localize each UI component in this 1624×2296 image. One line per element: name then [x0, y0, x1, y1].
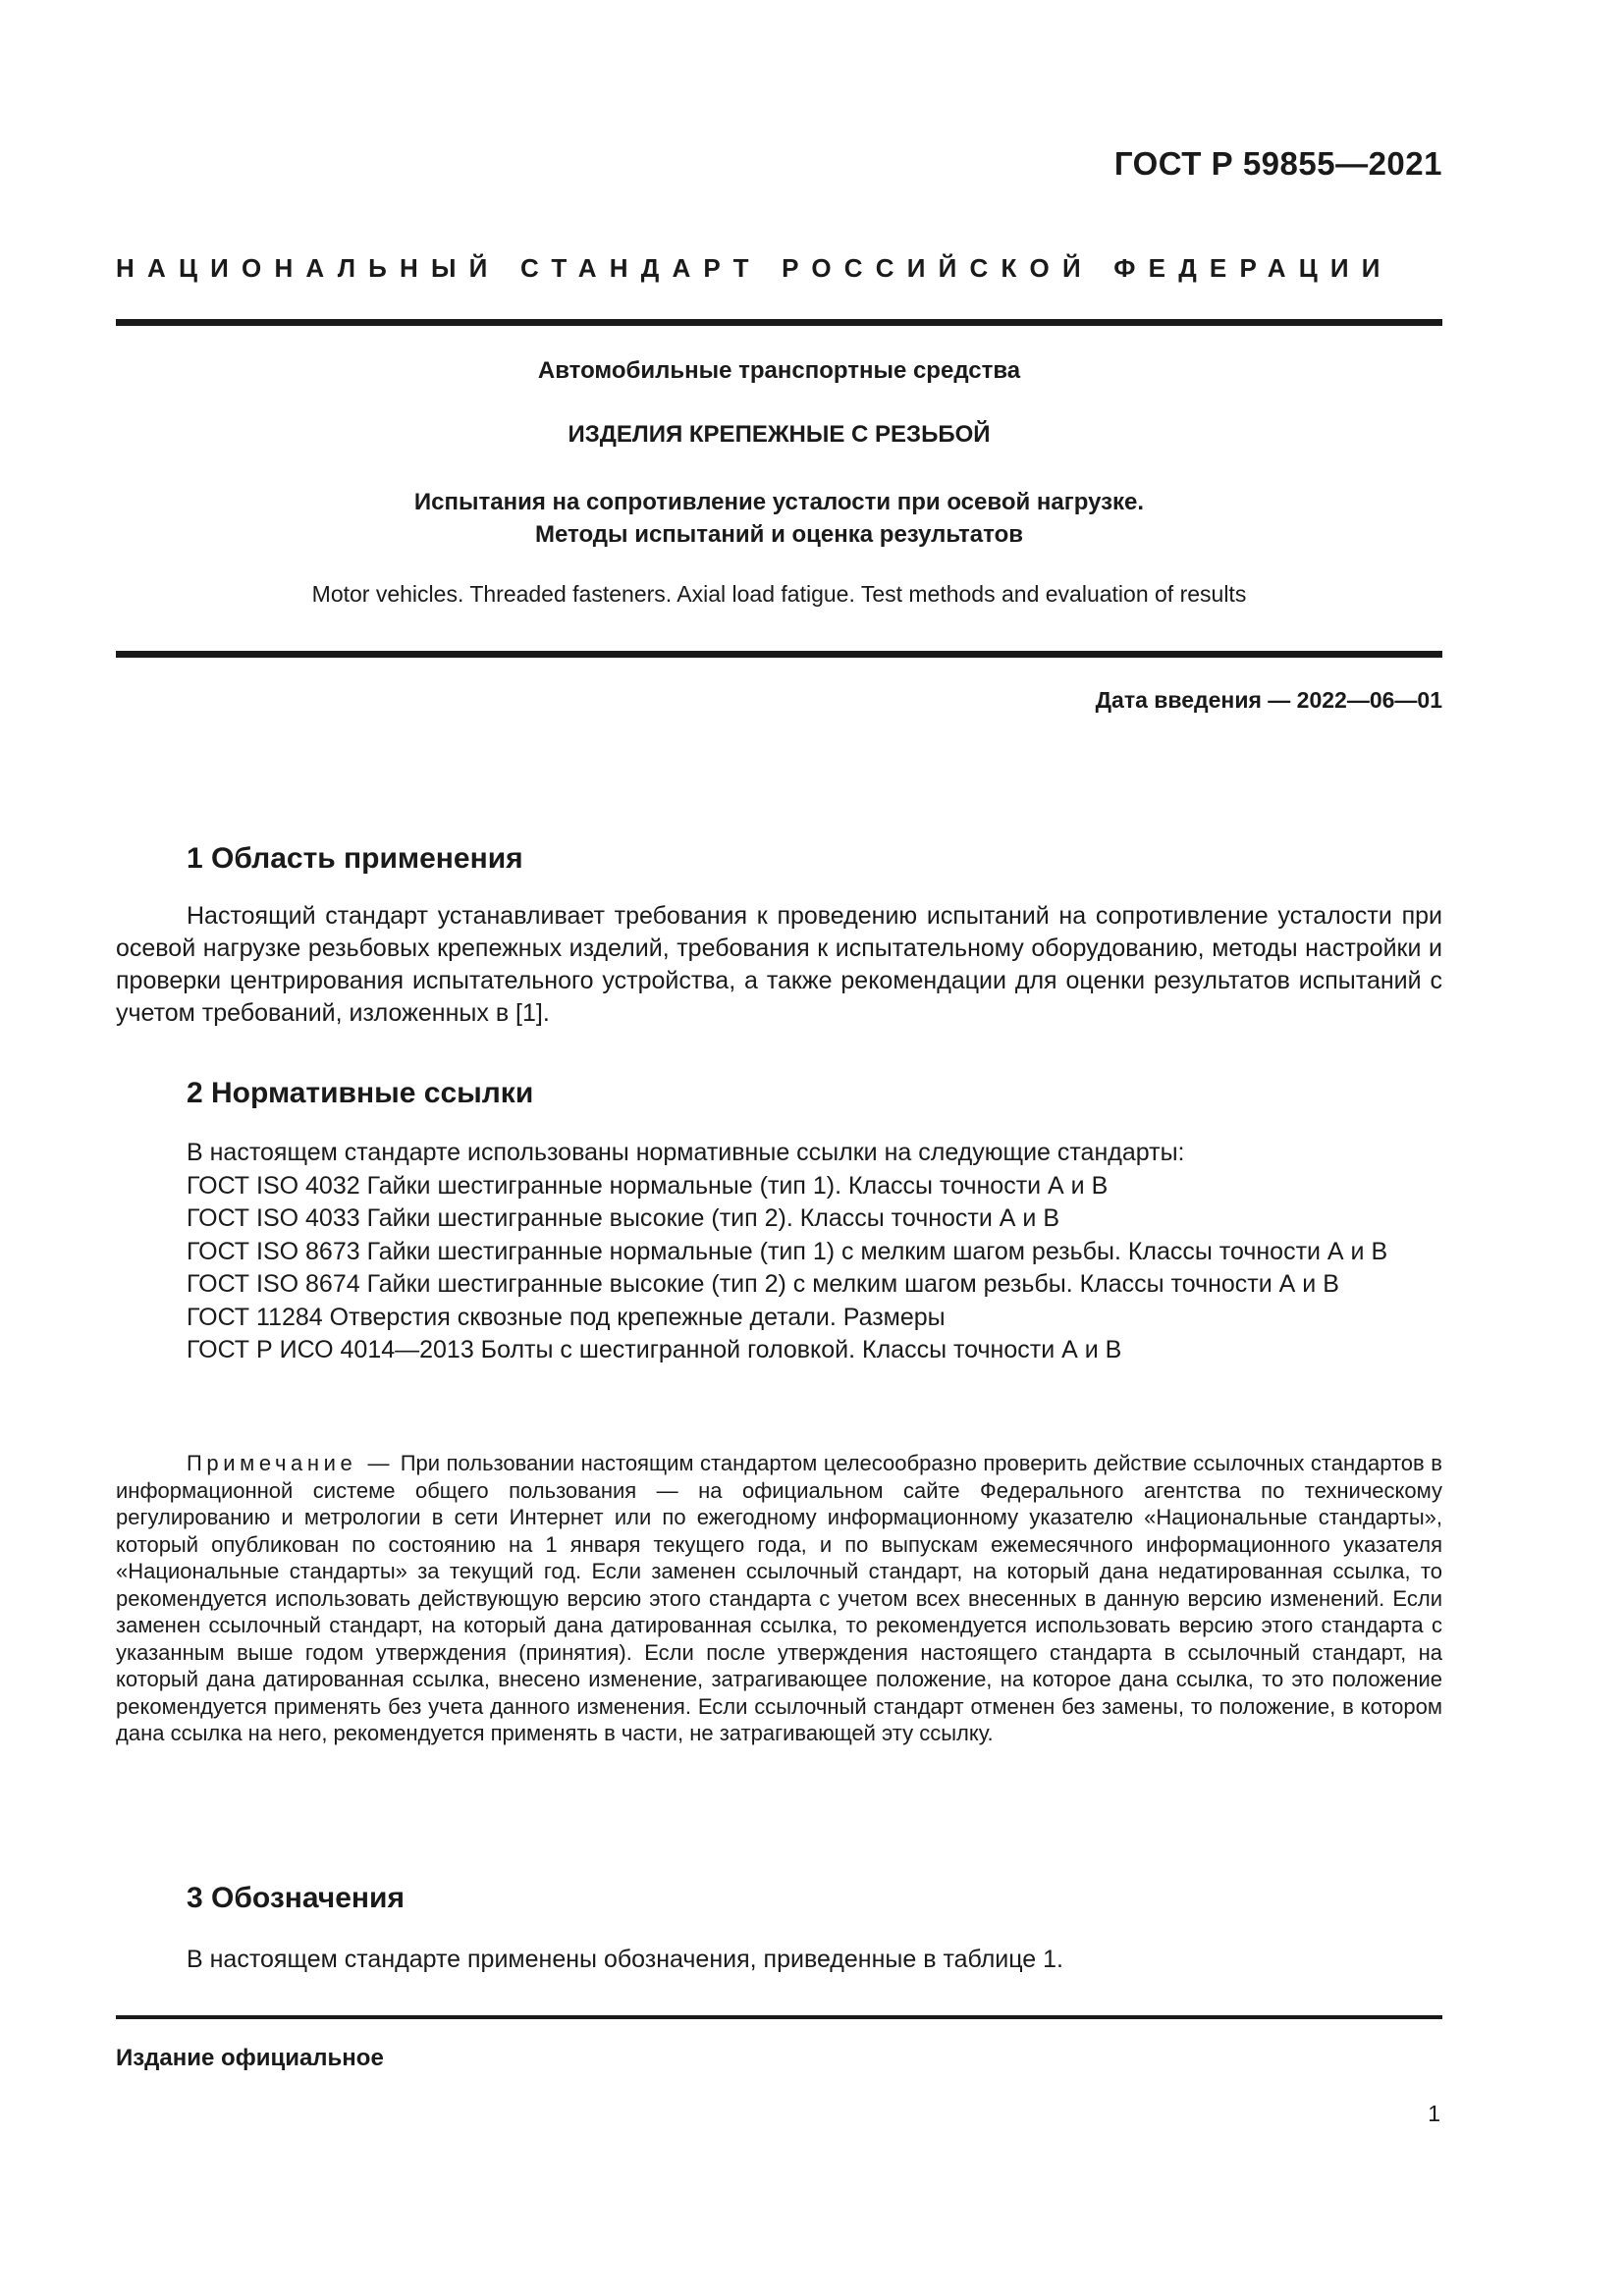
scope-paragraph: Настоящий стандарт устанавливает требования к проведению испытаний на сопротивление усталости при осевой нагрузке резьбовых крепежных изделий, требования к испытательному оборудованию, методы настройки и проверки центрирования испытательного устройства, а также рекомендации для оценки результатов испытаний с учетом требований, изложенных в [1]. [116, 902, 1442, 1027]
section-2-heading: 2 Нормативные ссылки [187, 1077, 534, 1109]
national-standard-banner: НАЦИОНАЛЬНЫЙ СТАНДАРТ РОССИЙСКОЙ ФЕДЕРАЦИИ [116, 253, 1393, 283]
reference-item: ГОСТ ISO 8673 Гайки шестигранные нормальные (тип 1) с мелким шагом резьбы. Классы точности А и В [187, 1237, 1388, 1265]
section-3-heading: 3 Обозначения [187, 1882, 405, 1914]
title-test-line-2: Методы испытаний и оценка результатов [535, 521, 1023, 548]
reference-item: ГОСТ 11284 Отверстия сквозные под крепежные детали. Размеры [187, 1303, 946, 1331]
references-intro: В настоящем стандарте использованы нормативные ссылки на следующие стандарты: [187, 1139, 1185, 1166]
footer-rule [116, 2015, 1442, 2019]
note-text: При пользовании настоящим стандартом целесообразно проверить действие ссылочных стандартов в информационной системе общего пользования — на официальном сайте Федерального агентства по техническому регулированию и метрологии в сети Интернет или по ежегодному информационному указателю «Национальные стандарты», который опубликован по состоянию на 1 января текущего года, и по выпускам ежемесячного информационного указателя «Национальные стандарты» за текущий год. Если заменен ссылочный стандарт, на который дана недатированная ссылка, то рекомендуется использовать действующую версию этого стандарта с учетом всех внесенных в данную версию изменений. Если заменен ссылочный стандарт, на который дана датированная ссылка, то рекомендуется использовать версию этого стандарта с указанным выше годом утверждения (принятия). Если после утверждения настоящего стандарта в ссылочный стандарт, на который дана датированная ссылка, внесено изменение, затрагивающее положение, на которое дана ссылка, то это положение рекомендуется применять без учета данного изменения. Если ссылочный стандарт отменен без замены, то положение, в котором дана ссылка на него, рекомендуется применять в части, не затрагивающей эту ссылку. [116, 1451, 1442, 1745]
reference-item: ГОСТ Р ИСО 4014—2013 Болты с шестигранной головкой. Классы точности А и В [187, 1336, 1122, 1363]
reference-item: ГОСТ ISO 4033 Гайки шестигранные высокие (тип 2). Классы точности А и В [187, 1204, 1060, 1232]
date-of-introduction: Дата введения — 2022—06—01 [1095, 687, 1442, 713]
title-test-methods [116, 486, 1442, 551]
references-list [116, 1137, 1442, 1367]
page-number: 1 [1428, 2101, 1440, 2126]
title-product: ИЗДЕЛИЯ КРЕПЕЖНЫЕ С РЕЗЬБОЙ [568, 421, 991, 448]
section-1-heading: 1 Область применения [187, 842, 523, 875]
title-subject: Автомобильные транспортные средства [537, 357, 1021, 384]
official-edition: Издание официальное [116, 2045, 384, 2071]
top-rule [116, 319, 1442, 326]
title-test-line-1: Испытания на сопротивление усталости при осевой нагрузке. [413, 489, 1145, 515]
reference-item: ГОСТ ISO 8674 Гайки шестигранные высокие (тип 2) с мелким шагом резьбы. Классы точности А и В [187, 1270, 1339, 1298]
section-3-text: В настоящем стандарте применены обозначения, приведенные в таблице 1. [187, 1946, 1064, 1973]
section-1-text [116, 900, 1442, 1030]
references-note [116, 1450, 1442, 1747]
reference-item: ГОСТ ISO 4032 Гайки шестигранные нормальные (тип 1). Классы точности А и В [187, 1171, 1109, 1200]
title-english: Motor vehicles. Threaded fasteners. Axial load fatigue. Test methods and evaluation of results [311, 581, 1247, 607]
note-label: Примечание — [187, 1451, 395, 1475]
standard-number: ГОСТ Р 59855—2021 [1113, 145, 1442, 182]
title-bottom-rule [116, 651, 1442, 658]
